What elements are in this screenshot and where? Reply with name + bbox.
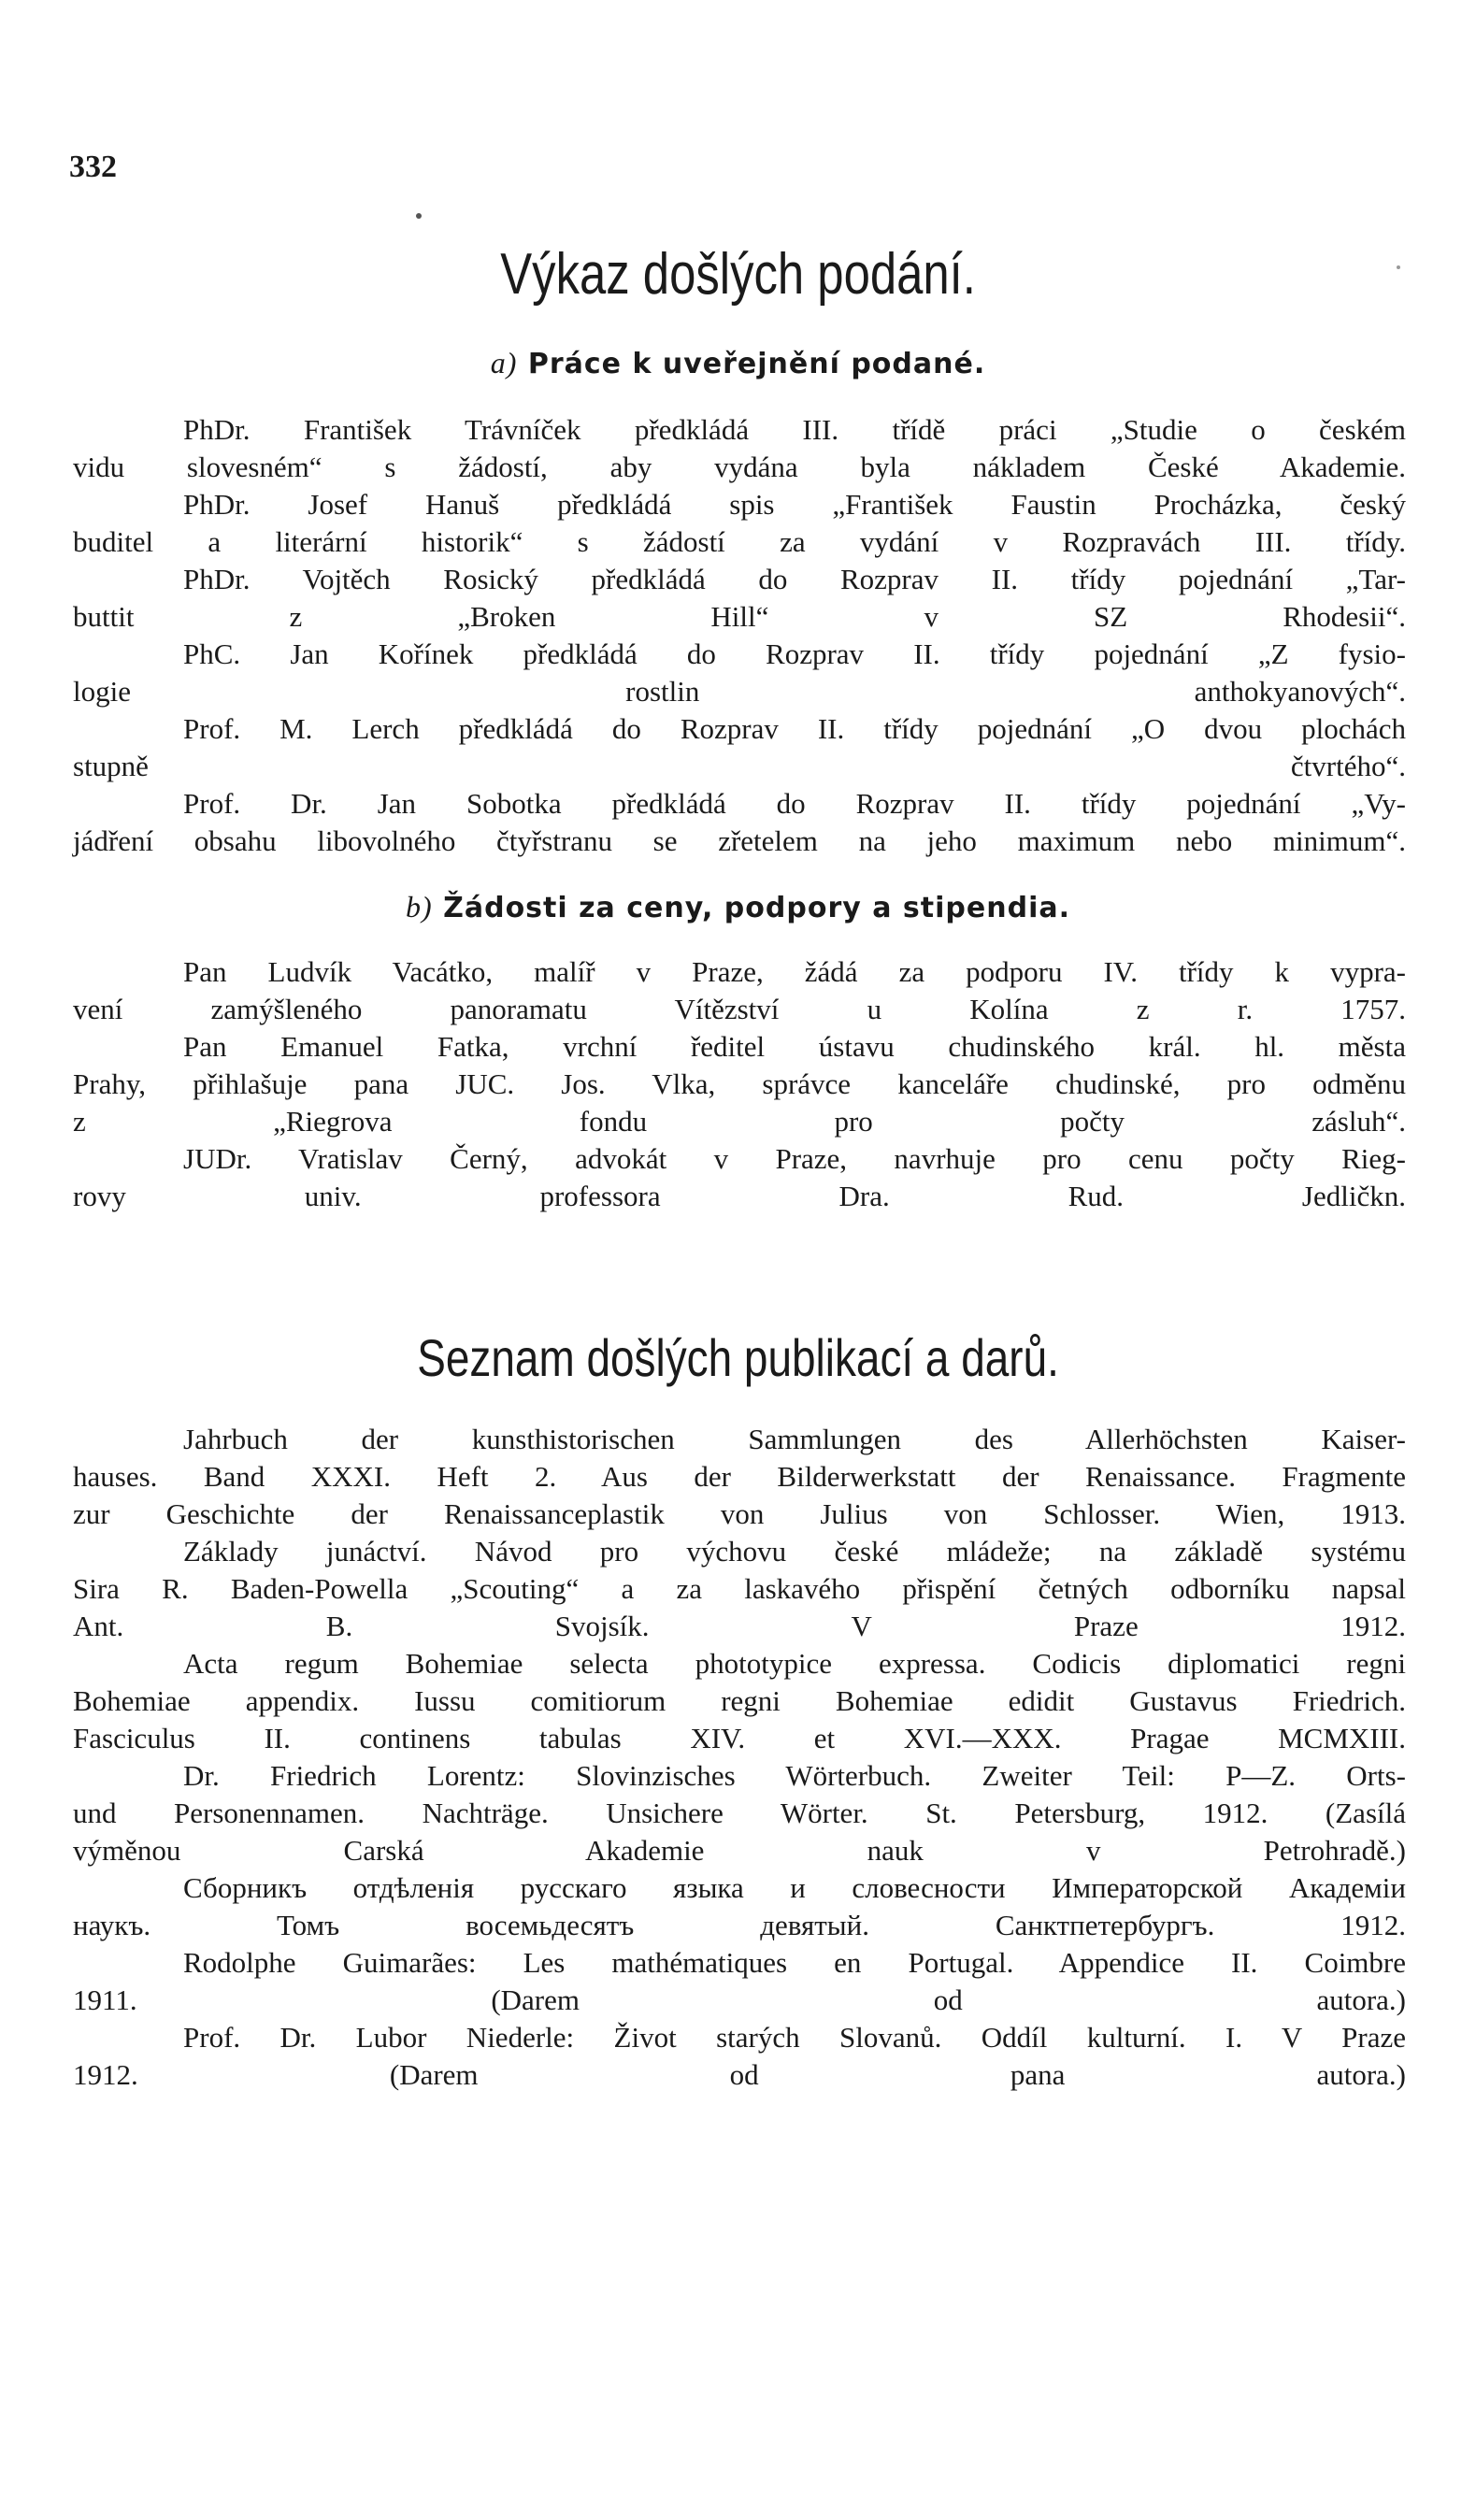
submission-entry [73,636,1406,710]
heading-seznam: Seznam došlých publikací a darů. [417,1328,1059,1387]
entry-line: Fasciculus II. continens tabulas XIV. et XVI.—XXX. Pragae MCMXIII. [73,1722,1406,1754]
entry-line: Prahy, přihlašuje pana JUC. Jos. Vlka, správce kanceláře chudinské, pro odměnu [73,1067,1406,1100]
entry-line: Jahrbuch der kunsthistorischen Sammlungen des Allerhöchsten Kaiser- [183,1423,1406,1455]
publications-list [73,1421,1406,2094]
page-number: 332 [69,150,117,184]
entry-line: vidu slovesném“ s žádostí, aby vydána byla nákladem České Akademie. [73,451,1406,483]
entry-line: buttit z „Broken Hill“ v SZ Rhodesii“. [73,600,1406,633]
speck [416,213,422,219]
entry-line: Ant. B. Svojsík. V Praze 1912. [73,1610,1406,1642]
publication-entry [73,1944,1406,2019]
entry-line: stupně čtvrtého“. [73,750,1406,782]
entry-line: Сборникъ отдѣленія русскаго языка и словесности Императорской Академіи [183,1871,1406,1904]
submission-entry [73,486,1406,561]
entry-line: PhDr. Josef Hanuš předkládá spis „František Faustin Procházka, český [183,488,1406,521]
submission-entry [73,411,1406,486]
entry-line: Bohemiae appendix. Iussu comitiorum regni Bohemiae edidit Gustavus Friedrich. [73,1684,1406,1717]
section-a-list [73,411,1406,860]
request-entry [73,1028,1406,1140]
entry-line: vení zamýšleného panoramatu Vítězství u Kolína z r. 1757. [73,993,1406,1025]
publication-entry [73,1757,1406,1869]
entry-line: Pan Ludvík Vacátko, malíř v Praze, žádá za podporu IV. třídy k vypra- [183,955,1406,988]
entry-line: JUDr. Vratislav Černý, advokát v Praze, navrhuje pro cenu počty Rieg- [183,1142,1406,1175]
entry-line: logie rostlin anthokyanových“. [73,675,1406,708]
entry-line: buditel a literární historik“ s žádostí za vydání v Rozpravách III. třídy. [73,525,1406,558]
entry-line: Pan Emanuel Fatka, vrchní ředitel ústavu chudinského král. hl. města [183,1030,1406,1063]
entry-line: Prof. Dr. Lubor Niederle: Život starých Slovanů. Oddíl kulturní. I. V Praze [183,2021,1406,2054]
heading-vykaz: Výkaz došlých podání. [500,242,976,307]
request-entry [73,1140,1406,1215]
entry-line: Prof. Dr. Jan Sobotka předkládá do Rozprav II. třídy pojednání „Vy- [183,787,1406,820]
entry-line: hauses. Band XXXI. Heft 2. Aus der Bilderwerkstatt der Renaissance. Fragmente [73,1460,1406,1493]
entry-line: 1912. (Darem od pana autora.) [73,2058,1406,2091]
section-b-list [73,953,1406,1215]
request-entry [73,953,1406,1028]
entry-line: z „Riegrova fondu pro počty zásluh“. [73,1105,1406,1138]
entry-line: výměnou Carská Akademie nauk v Petrohradě.) [73,1834,1406,1867]
section-b-title: Žádosti za ceny, podpory a stipendia. [443,892,1070,924]
publication-entry [73,1645,1406,1757]
entry-line: Prof. M. Lerch předkládá do Rozprav II. třídy pojednání „O dvou plochách [183,712,1406,745]
entry-line: rovy univ. professora Dra. Rud. Jedličkn. [73,1180,1406,1212]
publication-entry [73,1869,1406,1944]
section-a-heading [0,346,1476,380]
entry-line: 1911. (Darem od autora.) [73,1983,1406,2016]
entry-line: PhC. Jan Kořínek předkládá do Rozprav II. třídy pojednání „Z fysio- [183,637,1406,670]
speck [1397,265,1400,269]
publication-entry [73,1421,1406,1533]
submission-entry [73,561,1406,636]
entry-line: Dr. Friedrich Lorentz: Slovinzisches Wörterbuch. Zweiter Teil: P—Z. Orts- [183,1759,1406,1792]
section-b-heading [0,890,1476,924]
section-a-letter: a) [490,346,518,379]
entry-line: PhDr. František Trávníček předkládá III. třídě práci „Studie o českém [183,413,1406,446]
entry-line: zur Geschichte der Renaissanceplastik von Julius von Schlosser. Wien, 1913. [73,1497,1406,1530]
entry-line: Acta regum Bohemiae selecta phototypice expressa. Codicis diplomatici regni [183,1647,1406,1680]
publication-entry [73,1533,1406,1645]
entry-line: наукъ. Томъ восемьдесятъ девятый. Санктпетербургъ. 1912. [73,1909,1406,1941]
publication-entry [73,2019,1406,2094]
entry-line: jádření obsahu libovolného čtyřstranu se zřetelem na jeho maximum nebo minimum“. [73,824,1406,857]
section-a-title: Práce k uveřejnění podané. [527,348,986,380]
entry-line: PhDr. Vojtěch Rosický předkládá do Rozprav II. třídy pojednání „Tar- [183,563,1406,595]
section-b-letter: b) [405,890,433,924]
submission-entry [73,710,1406,785]
entry-line: Sira R. Baden-Powella „Scouting“ a za laskavého přispění četných odborníku napsal [73,1572,1406,1605]
entry-line: Základy junáctví. Návod pro výchovu české mládeže; na základě systému [183,1535,1406,1568]
entry-line: Rodolphe Guimarães: Les mathématiques en Portugal. Appendice II. Coimbre [183,1946,1406,1979]
entry-line: und Personennamen. Nachträge. Unsichere Wörter. St. Petersburg, 1912. (Zasílá [73,1797,1406,1829]
submission-entry [73,785,1406,860]
